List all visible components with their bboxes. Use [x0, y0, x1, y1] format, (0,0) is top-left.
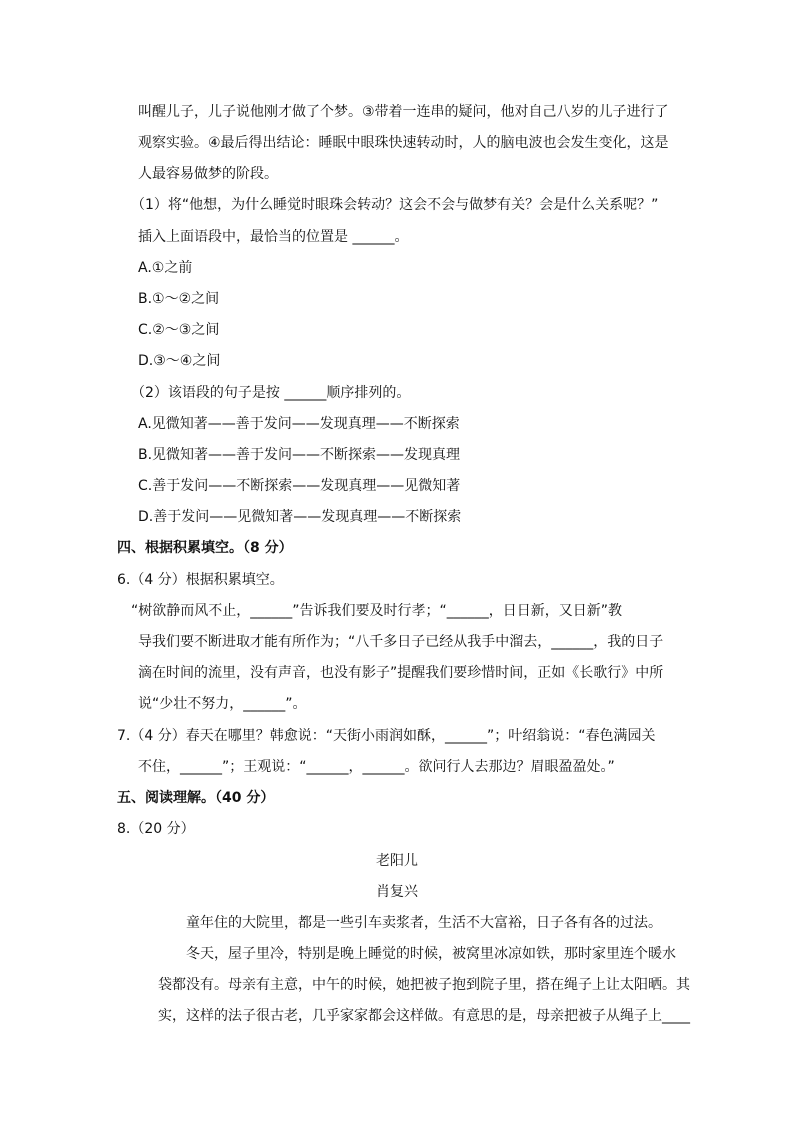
- article-title: 老阳儿: [376, 853, 418, 869]
- question-6-line: 导我们要不断进取才能有所作为；“八千多日子已经从我手中溜去，______，我的日子: [138, 634, 664, 650]
- section-4-heading: 四、根据积累填空。（8 分）: [117, 540, 293, 556]
- paragraph-line: 人最容易做梦的阶段。: [138, 166, 278, 182]
- paragraph-line: 叫醒儿子，儿子说他刚才做了个梦。③带着一连串的疑问，他对自己八岁的儿子进行了: [138, 104, 669, 120]
- article-paragraph-line: 实，这样的法子很古老，几乎家家都会这样做。有意思的是，母亲把被子从绳子上____: [158, 1008, 690, 1024]
- question-7-line: 不住，______”；王观说：“______，______。欲问行人去那边？眉眼盈盈处。”: [138, 759, 615, 775]
- article-author: 肖复兴: [376, 884, 418, 900]
- article-paragraph-line: 童年住的大院里，都是一些引车卖浆者，生活不大富裕，日子各有各的过法。: [186, 915, 662, 931]
- question-1-option-a: A.①之前: [138, 260, 193, 276]
- question-1-option-d: D.③～④之间: [138, 353, 221, 369]
- question-2-stem: （2）该语段的句子是按 ______顺序排列的。: [131, 385, 411, 401]
- question-1-stem: （1）将“他想，为什么睡觉时眼珠会转动？这会不会与做梦有关？会是什么关系呢？”: [131, 197, 659, 213]
- article-paragraph-line: 冬天，屋子里冷，特别是晚上睡觉的时候，被窝里冰凉如铁，那时家里连个暖水: [186, 946, 676, 962]
- question-1-option-c: C.②～③之间: [138, 322, 220, 338]
- article-paragraph-line: 袋都没有。母亲有主意，中午的时候，她把被子抱到院子里，搭在绳子上让太阳晒。其: [158, 977, 690, 993]
- question-6-line: 说“少壮不努力，______”。: [138, 696, 307, 712]
- question-6-stem: 6.（4 分）根据积累填空。: [117, 572, 284, 588]
- question-8-stem: 8.（20 分）: [117, 821, 195, 837]
- section-5-heading: 五、阅读理解。（40 分）: [117, 790, 275, 806]
- question-2-option-d: D.善于发问——见微知著——发现真理——不断探索: [138, 509, 462, 525]
- paragraph-line: 观察实验。④最后得出结论：睡眠中眼珠快速转动时，人的脑电波也会发生变化，这是: [138, 135, 669, 151]
- question-2-option-a: A.见微知著——善于发问——发现真理——不断探索: [138, 416, 460, 432]
- question-2-option-b: B.见微知著——善于发问——不断探索——发现真理: [138, 447, 461, 463]
- question-1-stem-cont: 插入上面语段中，最恰当的位置是 ______。: [138, 229, 409, 245]
- question-6-line: “树欲静而风不止，______”告诉我们要及时行孝；“______，日日新，又日新”教: [131, 603, 623, 619]
- question-7-line: 7.（4 分）春天在哪里？韩愈说：“天街小雨润如酥，______”；叶绍翁说：“春色满园关: [117, 728, 656, 744]
- question-1-option-b: B.①～②之间: [138, 291, 220, 307]
- question-2-option-c: C.善于发问——不断探索——发现真理——见微知著: [138, 478, 461, 494]
- question-6-line: 滴在时间的流里，没有声音，也没有影子”提醒我们要珍惜时间，正如《长歌行》中所: [138, 665, 664, 681]
